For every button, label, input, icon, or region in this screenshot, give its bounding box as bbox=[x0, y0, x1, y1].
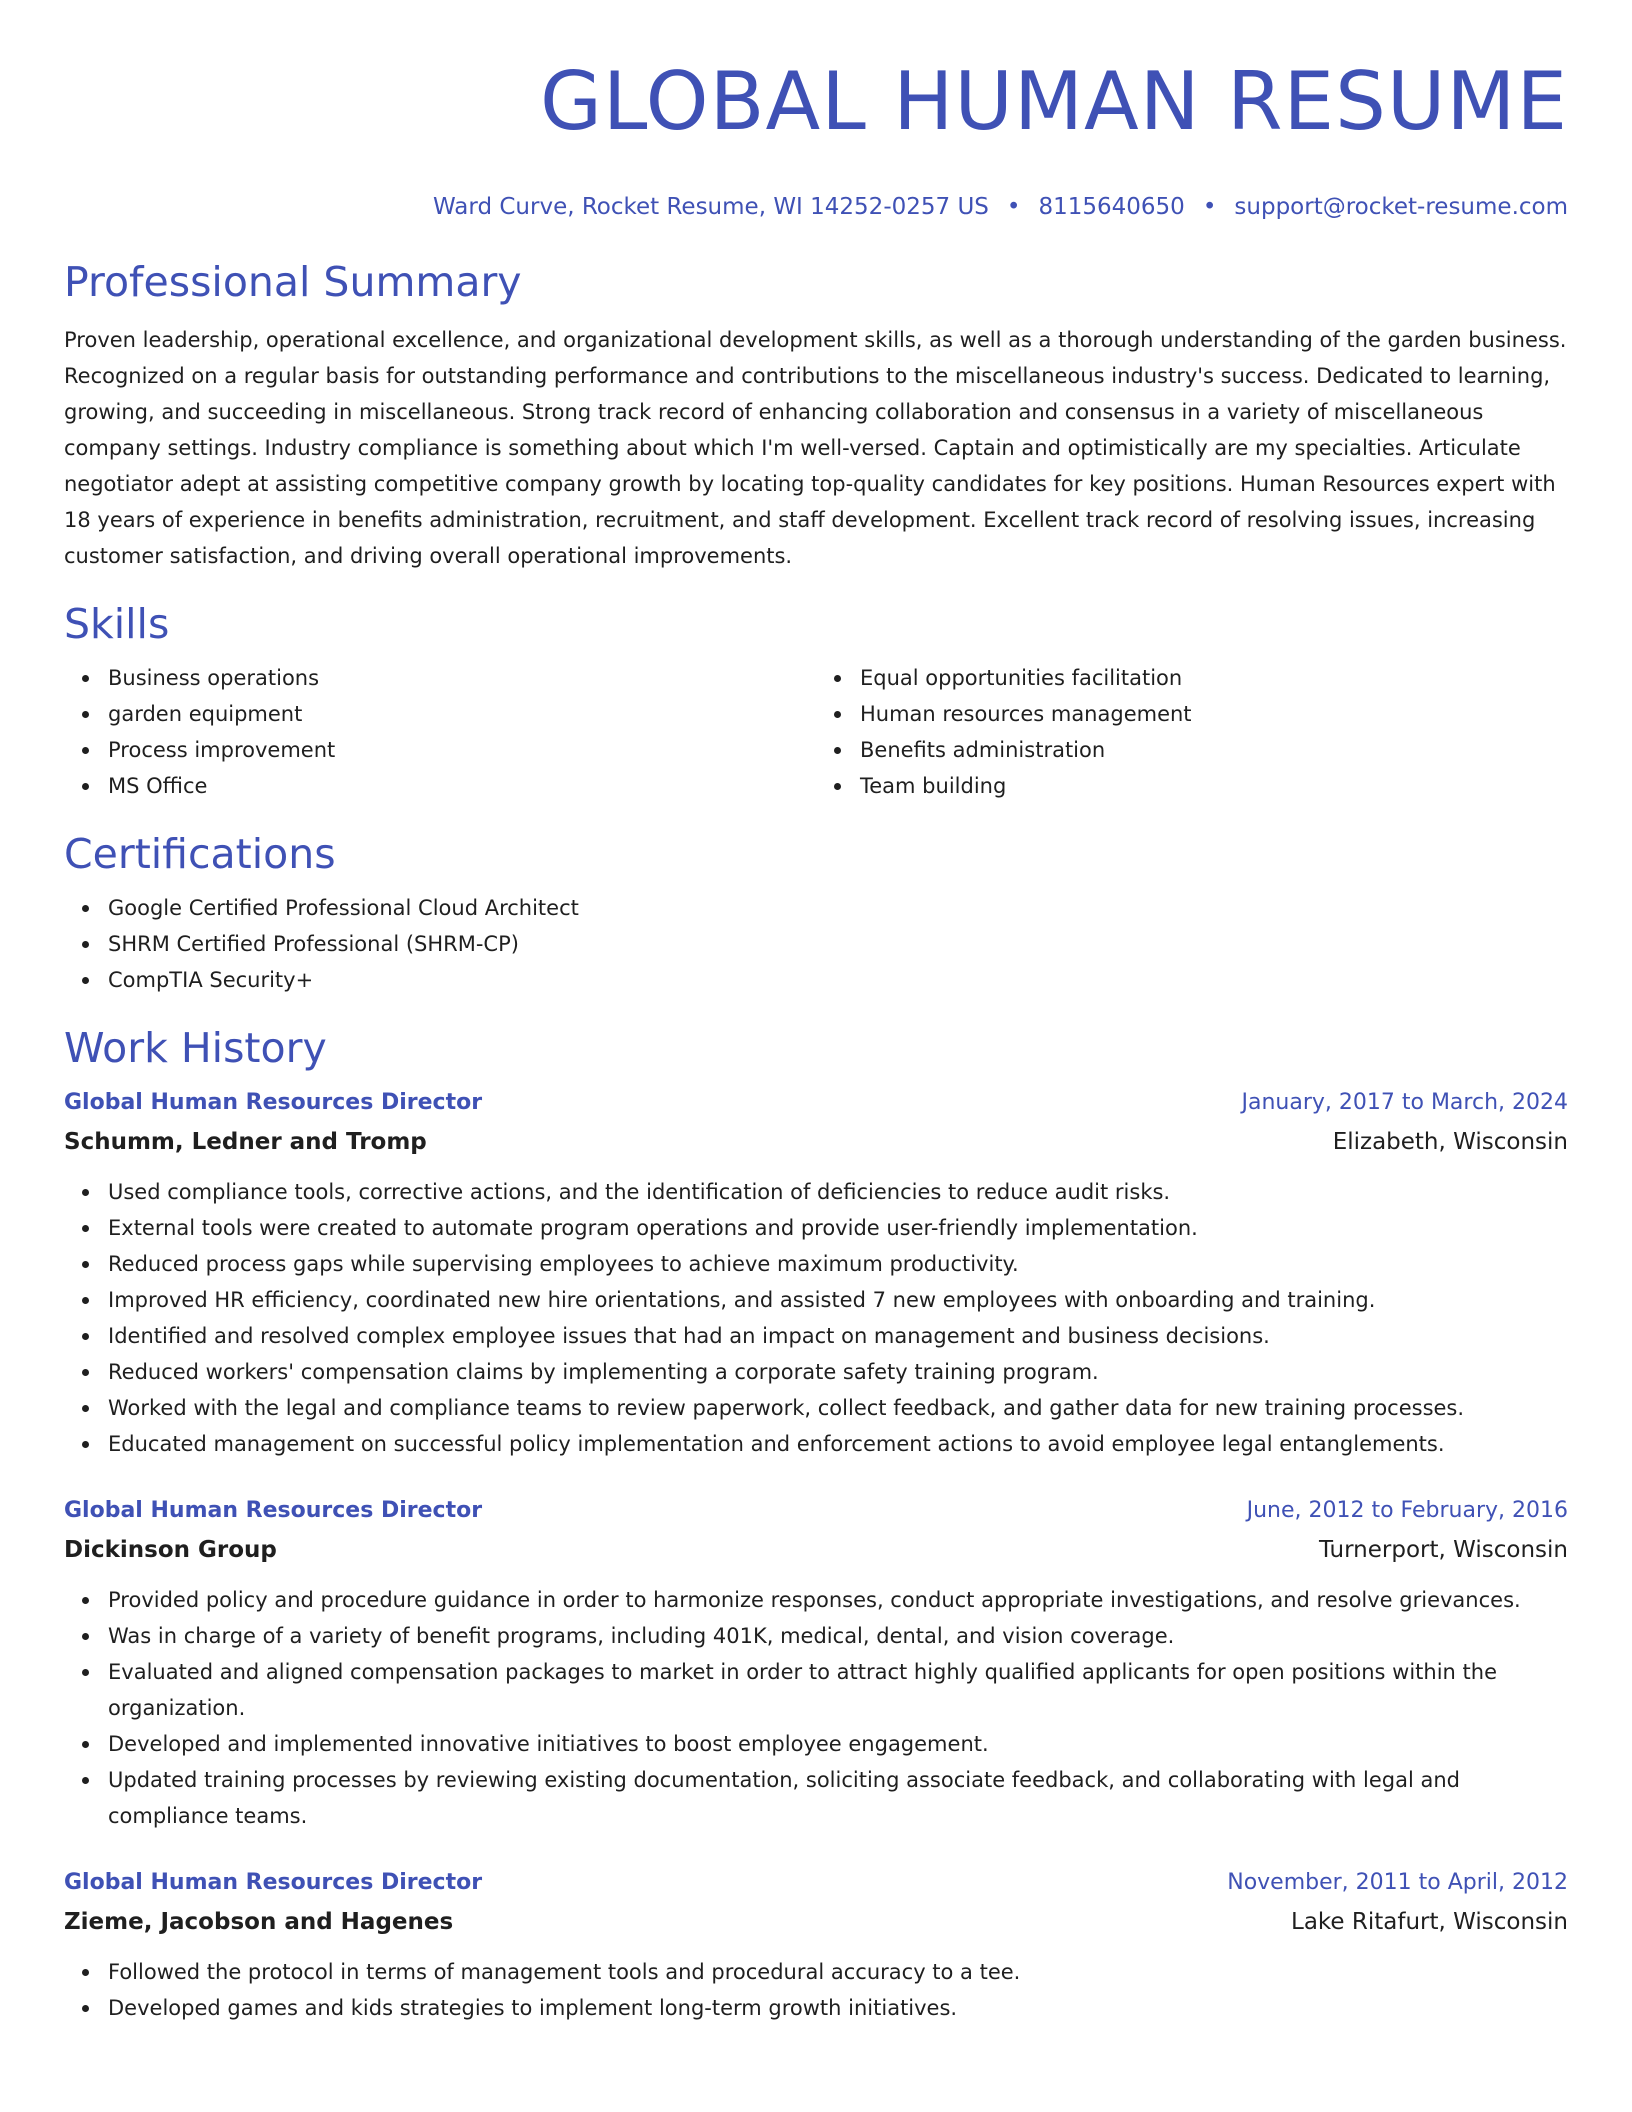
contact-separator: • bbox=[1006, 194, 1021, 220]
job-bullets bbox=[64, 1954, 1568, 2026]
job-dates: November, 2011 to April, 2012 bbox=[1227, 1870, 1568, 1895]
skill-item: Business operations bbox=[108, 660, 816, 696]
job-dates: June, 2012 to February, 2016 bbox=[1246, 1498, 1568, 1523]
job-company: Dickinson Group bbox=[64, 1537, 277, 1563]
job-bullet: Reduced workers' compensation claims by implementing a corporate safety training program. bbox=[108, 1354, 1568, 1390]
contact-address: Ward Curve, Rocket Resume, WI 14252-0257 US bbox=[433, 194, 989, 220]
job-bullets bbox=[64, 1582, 1568, 1834]
job-bullets bbox=[64, 1174, 1568, 1462]
job-title: Global Human Resources Director bbox=[64, 1870, 483, 1895]
skill-item: MS Office bbox=[108, 768, 816, 804]
job-bullet: Followed the protocol in terms of management tools and procedural accuracy to a tee. bbox=[108, 1954, 1568, 1990]
contact-email: support@rocket-resume.com bbox=[1234, 194, 1568, 220]
resume-page bbox=[64, 0, 1568, 2026]
job-title-row bbox=[64, 1084, 1568, 1122]
job-company: Schumm, Ledner and Tromp bbox=[64, 1129, 427, 1155]
section-heading-skills: Skills bbox=[64, 600, 170, 648]
job-bullet: Reduced process gaps while supervising employees to achieve maximum productivity. bbox=[108, 1246, 1568, 1282]
professional-summary-section bbox=[64, 256, 1568, 574]
job-title: Global Human Resources Director bbox=[64, 1090, 483, 1115]
contact-separator: • bbox=[1202, 194, 1217, 220]
skill-item: garden equipment bbox=[108, 696, 816, 732]
work-history-section bbox=[64, 1022, 1568, 2026]
section-heading-certifications: Certifications bbox=[64, 830, 336, 878]
skills-columns bbox=[64, 660, 1568, 804]
job-entry bbox=[64, 1492, 1568, 1834]
job-company-row bbox=[64, 1530, 1568, 1570]
certifications-list bbox=[64, 890, 1568, 998]
resume-name: GLOBAL HUMAN RESUME bbox=[539, 55, 1568, 148]
job-company: Zieme, Jacobson and Hagenes bbox=[64, 1909, 454, 1935]
skill-item: Human resources management bbox=[860, 696, 1568, 732]
job-bullet: Identified and resolved complex employee issues that had an impact on management and business decisions. bbox=[108, 1318, 1568, 1354]
job-bullet: Educated management on successful policy implementation and enforcement actions to avoid employee legal entanglements. bbox=[108, 1426, 1568, 1462]
job-location: Turnerport, Wisconsin bbox=[1319, 1537, 1568, 1563]
job-bullet: Developed and implemented innovative initiatives to boost employee engagement. bbox=[108, 1726, 1568, 1762]
job-bullet: Improved HR efficiency, coordinated new hire orientations, and assisted 7 new employees with onboarding and training. bbox=[108, 1282, 1568, 1318]
skill-item: Equal opportunities facilitation bbox=[860, 660, 1568, 696]
certification-item: SHRM Certified Professional (SHRM-CP) bbox=[108, 926, 1568, 962]
job-location: Lake Ritafurt, Wisconsin bbox=[1291, 1909, 1568, 1935]
certification-item: CompTIA Security+ bbox=[108, 962, 1568, 998]
job-entry bbox=[64, 1864, 1568, 2026]
skill-item: Process improvement bbox=[108, 732, 816, 768]
contact-phone: 8115640650 bbox=[1038, 194, 1185, 220]
job-bullet: Used compliance tools, corrective actions, and the identification of deficiencies to reduce audit risks. bbox=[108, 1174, 1568, 1210]
job-company-row bbox=[64, 1122, 1568, 1162]
job-bullet: External tools were created to automate program operations and provide user-friendly implementation. bbox=[108, 1210, 1568, 1246]
job-bullet: Evaluated and aligned compensation packages to market in order to attract highly qualified applicants for open positions within the organization. bbox=[108, 1654, 1568, 1726]
job-bullet: Was in charge of a variety of benefit programs, including 401K, medical, dental, and vision coverage. bbox=[108, 1618, 1568, 1654]
contact-line bbox=[64, 192, 1568, 222]
section-heading-summary: Professional Summary bbox=[64, 258, 522, 306]
certification-item: Google Certified Professional Cloud Architect bbox=[108, 890, 1568, 926]
job-bullet: Provided policy and procedure guidance in order to harmonize responses, conduct appropriate investigations, and resolve grievances. bbox=[108, 1582, 1568, 1618]
job-title-row bbox=[64, 1492, 1568, 1530]
job-bullet: Worked with the legal and compliance teams to review paperwork, collect feedback, and gather data for new training processes. bbox=[108, 1390, 1568, 1426]
job-bullet: Updated training processes by reviewing existing documentation, soliciting associate feedback, and collaborating with legal and compliance teams. bbox=[108, 1762, 1568, 1834]
summary-text: Proven leadership, operational excellence, and organizational development skills, as well as a thorough understanding of the garden business. Recognized on a regular basis for outstanding performance and contributions to the miscellaneous industry's success. Dedicated to learning, growing, and succeeding in miscellaneous. Strong track record of enhancing collaboration and consensus in a variety of miscellaneous company settings. Industry compliance is something about which I'm well-versed. Captain and optimistically are my specialties. Articulate negotiator adept at assisting competitive company growth by locating top-quality candidates for key positions. Human Resources expert with 18 years of experience in benefits administration, recruitment, and staff development. Excellent track record of resolving issues, increasing customer satisfaction, and driving overall operational improvements. bbox=[64, 328, 1567, 568]
certifications-section bbox=[64, 828, 1568, 998]
job-location: Elizabeth, Wisconsin bbox=[1332, 1129, 1568, 1155]
skill-item: Team building bbox=[860, 768, 1568, 804]
job-entry bbox=[64, 1084, 1568, 1462]
skill-item: Benefits administration bbox=[860, 732, 1568, 768]
job-title-row bbox=[64, 1864, 1568, 1902]
skills-section bbox=[64, 598, 1568, 804]
skills-list-right bbox=[816, 660, 1568, 804]
job-title: Global Human Resources Director bbox=[64, 1498, 483, 1523]
job-company-row bbox=[64, 1902, 1568, 1942]
job-bullet: Developed games and kids strategies to implement long-term growth initiatives. bbox=[108, 1990, 1568, 2026]
section-heading-work-history: Work History bbox=[64, 1024, 327, 1072]
job-dates: January, 2017 to March, 2024 bbox=[1241, 1090, 1568, 1115]
skills-list-left bbox=[64, 660, 816, 804]
